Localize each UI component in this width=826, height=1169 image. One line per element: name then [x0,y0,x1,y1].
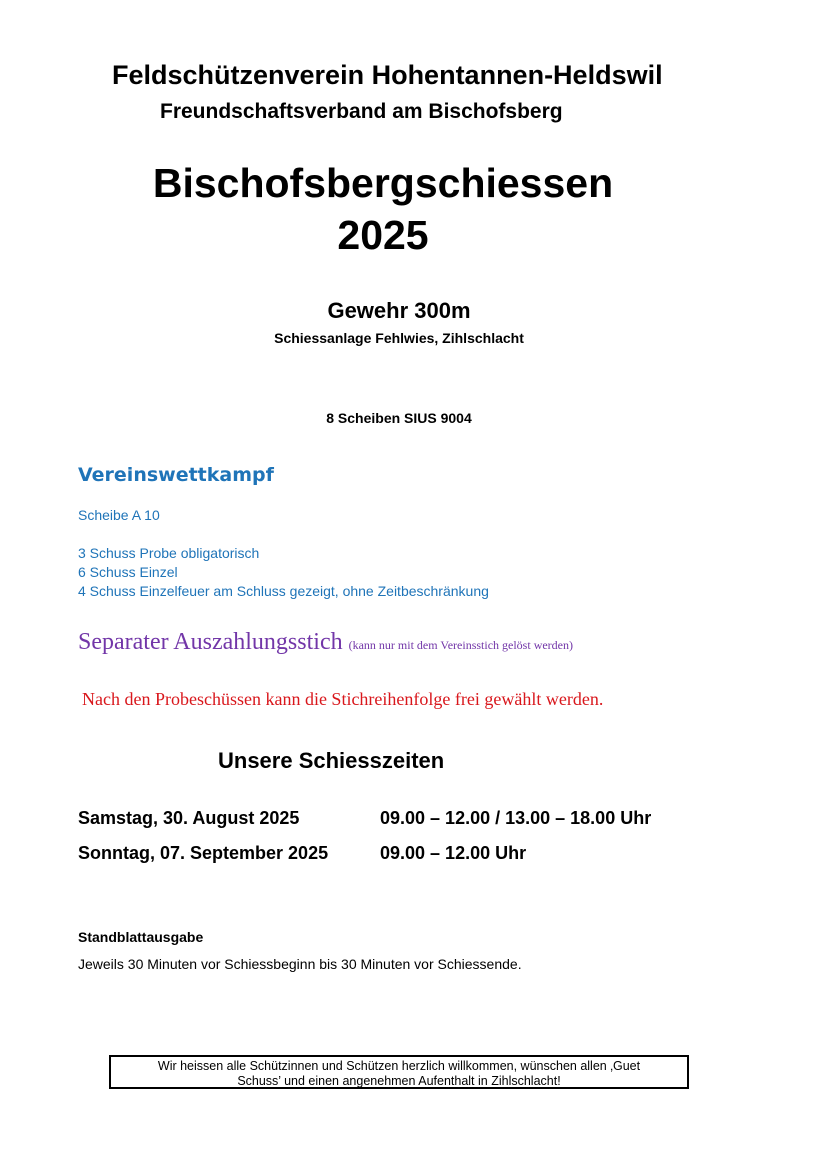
schedule-day: Sonntag, 07. September 2025 [78,843,329,863]
targets-info: 8 Scheiben SIUS 9004 [326,410,472,426]
standblatt-heading: Standblattausgabe [78,929,204,945]
payout-note: (kann nur mit dem Vereinsstich gelöst werden) [348,638,573,652]
welcome-line: Wir heissen alle Schützinnen und Schützen herzlich willkommen, wünschen allen ‚Guet [157,1059,641,1073]
schedule-hours: 09.00 – 12.00 Uhr [380,843,527,863]
shot-line: 3 Schuss Probe obligatorisch [78,545,260,561]
event-title: Bischofsbergschiessen [152,160,614,206]
shot-line: 6 Schuss Einzel [78,564,178,580]
shot-line: 4 Schuss Einzelfeuer am Schluss gezeigt, ohne Zeitbeschränkung [78,583,489,599]
club-name: Feldschützenverein Hohentannen-Heldswil [112,60,663,90]
schedule-hours: 09.00 – 12.00 / 13.00 – 18.00 Uhr [380,808,652,828]
venue: Schiessanlage Fehlwies, Zihlschlacht [274,330,524,346]
payout-title: Separater Auszahlungsstich [78,629,343,655]
association-name: Freundschaftsverband am Bischofsberg [160,100,563,123]
club-competition-heading: Vereinswettkampf [78,464,274,486]
order-notice: Nach den Probeschüssen kann die Stichreihenfolge frei gewählt werden. [82,689,604,709]
payout-heading [78,629,573,656]
event-year: 2025 [337,212,429,258]
discipline: Gewehr 300m [327,298,471,323]
schedule-day: Samstag, 30. August 2025 [78,808,300,828]
welcome-box [109,1055,689,1089]
target-type: Scheibe A 10 [78,507,160,523]
schedule-heading: Unsere Schiesszeiten [218,748,445,773]
welcome-line: Schuss’ und einen angenehmen Aufenthalt in Zihlschlacht! [237,1074,561,1088]
standblatt-text: Jeweils 30 Minuten vor Schiessbeginn bis 30 Minuten vor Schiessende. [78,956,522,972]
